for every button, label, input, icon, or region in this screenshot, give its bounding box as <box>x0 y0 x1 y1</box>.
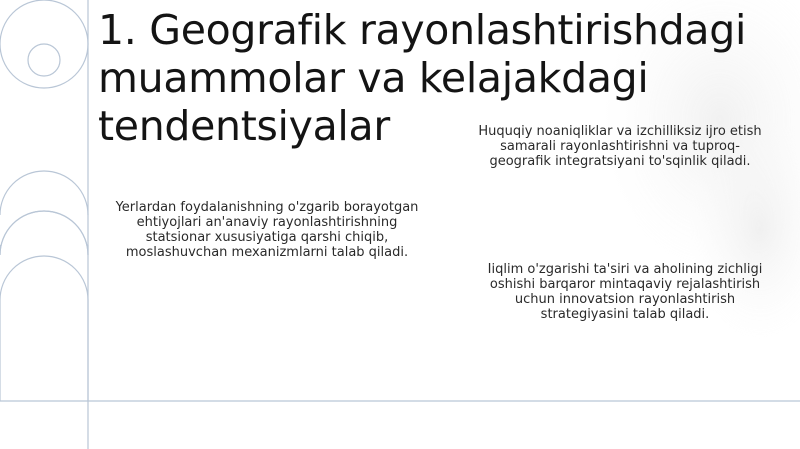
arch-outline-upper <box>0 211 88 255</box>
slide-title: 1. Geografik rayonlashtirishdagi muammolar va kelajakdagi tendentsiyalar <box>98 6 747 150</box>
arch-outline-top <box>0 211 88 255</box>
paragraph-legal-issues: Huquqiy noaniqliklar va izchilliksiz ijro etish samarali rayonlashtirishni va tuproq-geografik integratsiyani to'sqinlik qiladi. <box>478 124 762 169</box>
paragraph-climate-change: Iiqlim o'zgarishi ta'siri va aholining zichligi oshishi barqaror mintaqaviy rejalashtirish uchun innovatsion rayonlashtirish strategiyasini talab qiladi. <box>487 262 763 322</box>
paragraph-land-use-needs: Yerlardan foydalanishning o'zgarib borayotgan ehtiyojlari an'anaviy rayonlashtirishning statsionar xususiyatiga qarshi chiqib, moslashuvchan mexanizmlarni talab qiladi. <box>115 200 419 260</box>
small-circle-outline <box>28 44 60 76</box>
arch-outline-mid <box>0 171 88 215</box>
arch-outline-lower <box>0 256 88 401</box>
